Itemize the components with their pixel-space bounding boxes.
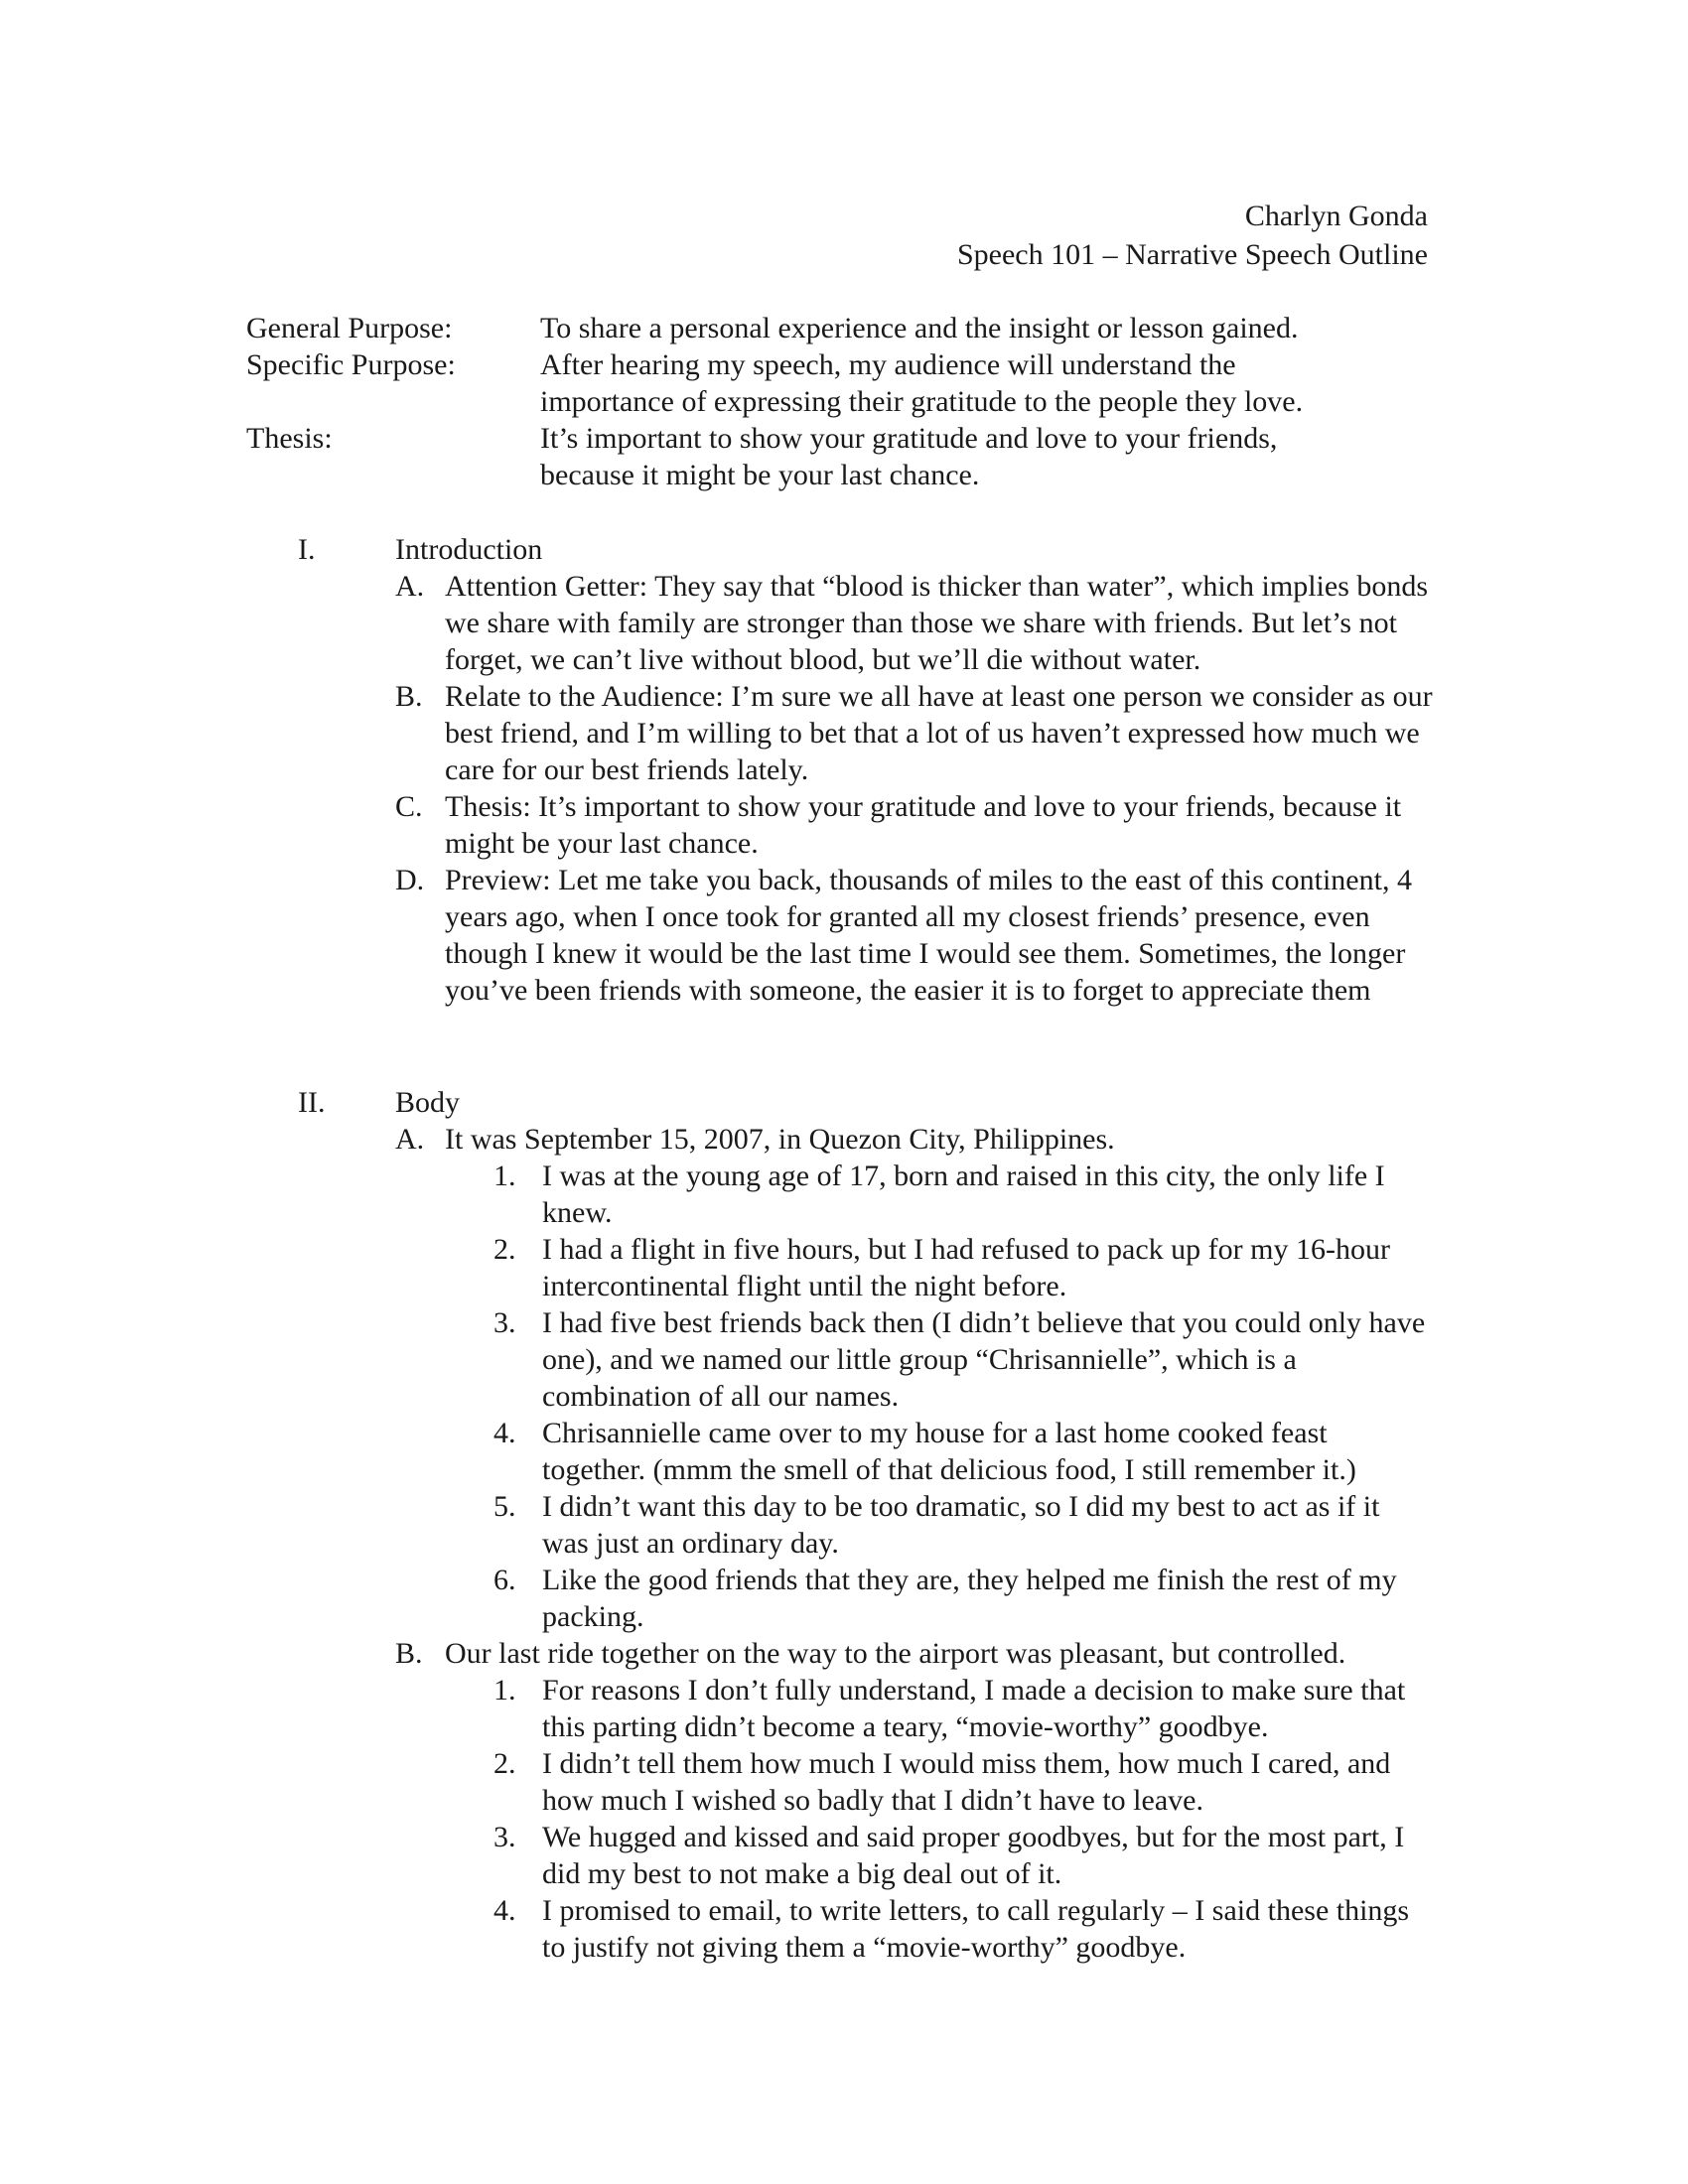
sub-item — [493, 1672, 1440, 1745]
outline-item — [395, 678, 1440, 788]
sub-item-text: I didn’t want this day to be too dramatic, so I did my best to act as if it was just an ordinary day. — [542, 1490, 1380, 1560]
body-section — [298, 1084, 1440, 1966]
item-letter: D. — [395, 864, 425, 896]
sub-item-number: 3. — [493, 1821, 516, 1853]
specific-purpose-value: After hearing my speech, my audience will understand the importance of expressing their gratitude to the people they love. — [540, 348, 1304, 418]
sub-item — [493, 1745, 1440, 1819]
sub-item — [493, 1488, 1440, 1562]
sub-item — [493, 1158, 1440, 1231]
section-title: Introduction — [395, 533, 543, 566]
item-text: Attention Getter: They say that “blood is thicker than water”, which implies bonds we share with family are stronger than those we share with friends. But let’s not forget, we can’t live without blood, but we’ll die without water. — [445, 570, 1429, 676]
sub-item — [493, 1892, 1440, 1966]
sub-item-number: 4. — [493, 1417, 516, 1449]
thesis-label: Thesis: — [246, 422, 333, 455]
sub-item-number: 6. — [493, 1564, 516, 1596]
item-text: Preview: Let me take you back, thousands of miles to the east of this continent, 4 years ago, when I once took for granted all my closest friends’ presence, even though I knew it would be the last time I would see them. Sometimes, the longer you’ve been friends with someone, the easier it is to forget to appreciate them — [445, 864, 1412, 1007]
section-numeral: II. — [298, 1086, 326, 1119]
item-text: Our last ride together on the way to the airport was pleasant, but controlled. — [445, 1637, 1346, 1670]
thesis-row — [246, 420, 1438, 493]
sub-item-text: I didn’t tell them how much I would miss them, how much I cared, and how much I wished so badly that I didn’t have to leave. — [542, 1747, 1391, 1817]
outline-item — [395, 862, 1440, 1009]
course-title: Speech 101 – Narrative Speech Outline — [956, 238, 1428, 271]
outline-item — [395, 1121, 1440, 1158]
sub-item-number: 4. — [493, 1894, 516, 1927]
section-numeral: I. — [298, 533, 316, 566]
sub-item-number: 2. — [493, 1233, 516, 1266]
item-letter: A. — [395, 570, 425, 603]
sub-list — [445, 1672, 1440, 1966]
sub-item-text: Like the good friends that they are, they helped me finish the rest of my packing. — [542, 1564, 1397, 1633]
sub-item-number: 1. — [493, 1674, 516, 1706]
outline-item — [395, 1635, 1440, 1672]
sub-item-number: 1. — [493, 1160, 516, 1192]
sub-item-text: Chrisannielle came over to my house for a last home cooked feast together. (mmm the smell of that delicious food, I still remember it.) — [542, 1417, 1356, 1486]
item-letter: B. — [395, 1637, 423, 1670]
section-heading — [298, 531, 1440, 568]
item-letter: B. — [395, 680, 423, 713]
outline-item — [395, 568, 1440, 678]
sub-item — [493, 1819, 1440, 1892]
sub-item-text: I was at the young age of 17, born and raised in this city, the only life I knew. — [542, 1160, 1385, 1229]
item-text: It was September 15, 2007, in Quezon City, Philippines. — [445, 1123, 1115, 1156]
item-text: Thesis: It’s important to show your gratitude and love to your friends, because it might be your last chance. — [445, 790, 1402, 860]
item-text: Relate to the Audience: I’m sure we all have at least one person we consider as our best friend, and I’m willing to bet that a lot of us haven’t expressed how much we care for our best friends lately. — [445, 680, 1433, 786]
sub-item-text: I promised to email, to write letters, to call regularly – I said these things to justify not giving them a “movie-worthy” goodbye. — [542, 1894, 1410, 1964]
item-letter: C. — [395, 790, 423, 823]
sub-item-text: For reasons I don’t fully understand, I made a decision to make sure that this parting didn’t become a teary, “movie-worthy” goodbye. — [542, 1674, 1406, 1743]
sub-item — [493, 1231, 1440, 1304]
sub-list — [445, 1158, 1440, 1635]
sub-item-number: 2. — [493, 1747, 516, 1780]
sub-item — [493, 1304, 1440, 1415]
section-heading — [298, 1084, 1440, 1121]
thesis-value: It’s important to show your gratitude and love to your friends, because it might be your last chance. — [540, 422, 1278, 491]
general-purpose-value: To share a personal experience and the insight or lesson gained. — [540, 312, 1299, 344]
general-purpose-row — [246, 310, 1438, 346]
sub-item — [493, 1562, 1440, 1635]
sub-item-text: I had five best friends back then (I didn’t believe that you could only have one), and we named our little group “Chrisannielle”, which is a combination of all our names. — [542, 1306, 1426, 1413]
specific-purpose-label: Specific Purpose: — [246, 348, 456, 381]
document-header — [957, 197, 1428, 274]
specific-purpose-row — [246, 346, 1438, 420]
sub-item-text: We hugged and kissed and said proper goodbyes, but for the most part, I did my best to not make a big deal out of it. — [542, 1821, 1405, 1890]
sub-item — [493, 1415, 1440, 1488]
author-name: Charlyn Gonda — [1244, 200, 1428, 232]
outline-item — [395, 788, 1440, 862]
purpose-block — [246, 310, 1438, 493]
introduction-section — [298, 531, 1440, 1009]
sub-item-number: 3. — [493, 1306, 516, 1339]
section-title: Body — [395, 1086, 461, 1119]
sub-item-number: 5. — [493, 1490, 516, 1523]
general-purpose-label: General Purpose: — [246, 312, 453, 344]
sub-item-text: I had a flight in five hours, but I had refused to pack up for my 16-hour intercontinental flight until the night before. — [542, 1233, 1390, 1302]
item-letter: A. — [395, 1123, 425, 1156]
